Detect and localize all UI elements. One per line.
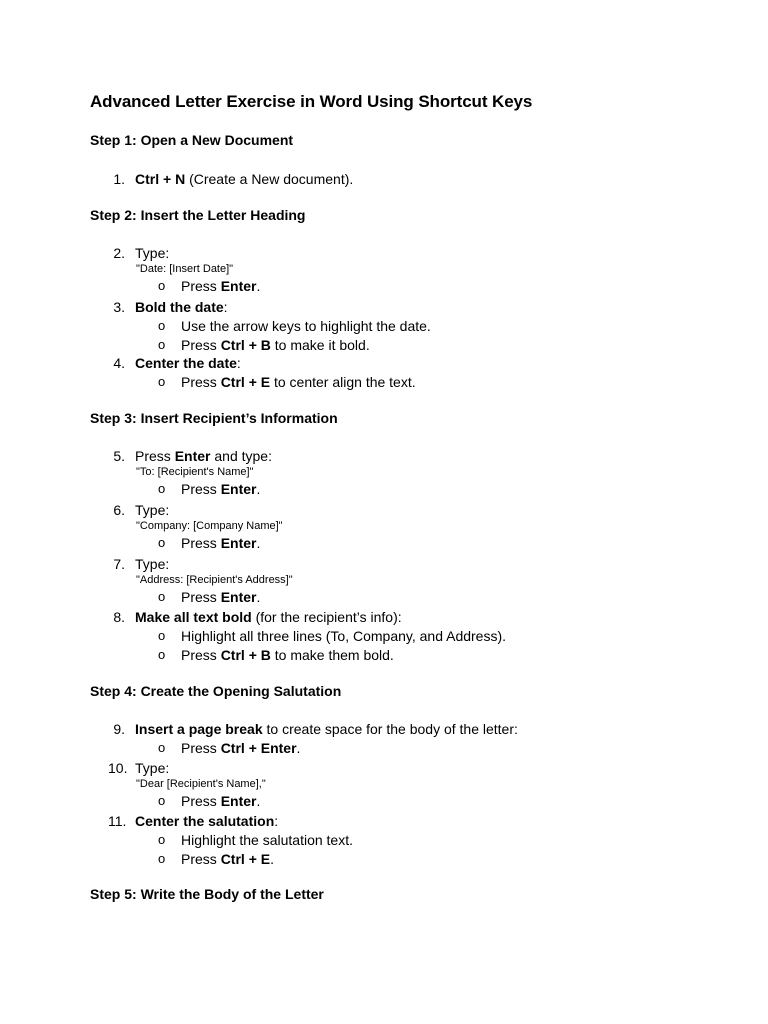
list-item: [135, 608, 402, 626]
list-item: [135, 298, 228, 316]
text-run: .: [270, 851, 274, 867]
list-item-number: 7.: [113, 556, 125, 572]
text-run: Highlight the salutation text.: [181, 832, 353, 848]
quoted-text: "Date: [Insert Date]": [136, 263, 234, 275]
bold-text: Make all text bold: [135, 609, 252, 625]
bullet-marker: o: [158, 278, 166, 293]
bold-text: Enter: [220, 278, 257, 294]
list-item-number: 1.: [113, 171, 125, 187]
list-item: [135, 170, 353, 188]
text-run: to make it bold.: [270, 337, 370, 353]
step-heading: Step 1: Open a New Document: [90, 132, 294, 148]
bullet-marker: o: [158, 589, 166, 604]
bold-text: Ctrl + E: [220, 374, 271, 390]
text-run: Press: [181, 589, 221, 605]
bullet-marker: o: [158, 535, 166, 550]
list-item-number: 8.: [113, 609, 125, 625]
bullet-item: [181, 277, 260, 295]
bullet-item: [181, 336, 370, 354]
step-heading: Step 2: Insert the Letter Heading: [90, 207, 306, 223]
bullet-marker: o: [158, 740, 166, 755]
bullet-item: [181, 480, 260, 498]
text-run: .: [256, 535, 261, 551]
bullet-item: [181, 534, 260, 552]
bold-text: Ctrl + E: [220, 851, 271, 867]
list-item: [135, 759, 169, 777]
text-run: Press: [181, 337, 221, 353]
text-run: Press: [135, 448, 175, 464]
quoted-text: "To: [Recipient's Name]": [136, 466, 254, 478]
bold-text: Center the date: [135, 355, 237, 371]
bold-text: Ctrl + N: [135, 171, 186, 187]
bold-text: Enter: [220, 535, 257, 551]
step-heading: Step 5: Write the Body of the Letter: [90, 886, 324, 902]
text-run: :: [223, 299, 228, 315]
text-run: .: [256, 481, 261, 497]
list-item: [135, 244, 169, 262]
bold-text: Center the salutation: [135, 813, 275, 829]
text-run: and type:: [210, 448, 272, 464]
list-item-number: 2.: [113, 245, 125, 261]
step-heading: Step 4: Create the Opening Salutation: [90, 683, 342, 699]
bold-text: Enter: [220, 793, 257, 809]
text-run: .: [256, 793, 261, 809]
list-item-number: 10.: [108, 760, 128, 776]
list-item: [135, 720, 518, 738]
quoted-text: "Address: [Recipient's Address]": [136, 574, 293, 586]
list-item-number: 9.: [113, 721, 125, 737]
bullet-marker: o: [158, 337, 166, 352]
list-item-number: 4.: [113, 355, 125, 371]
bullet-item: [181, 646, 394, 664]
bullet-item: [181, 831, 353, 849]
text-run: :: [274, 813, 279, 829]
list-item-number: 3.: [113, 299, 125, 315]
list-item: [135, 501, 169, 519]
text-run: Press: [181, 278, 221, 294]
text-run: .: [256, 589, 261, 605]
bullet-marker: o: [158, 793, 166, 808]
text-run: Type:: [135, 245, 170, 261]
list-item-number: 11.: [108, 813, 127, 829]
text-run: Type:: [135, 556, 170, 572]
text-run: Type:: [135, 502, 170, 518]
text-run: :: [236, 355, 241, 371]
text-run: (Create a New document).: [185, 171, 354, 187]
list-item: [135, 447, 272, 465]
step-heading: Step 3: Insert Recipient’s Information: [90, 410, 338, 426]
bold-text: Enter: [174, 448, 211, 464]
bullet-marker: o: [158, 832, 166, 847]
text-run: .: [256, 278, 261, 294]
bullet-item: [181, 792, 260, 810]
quoted-text: "Dear [Recipient's Name],": [136, 778, 266, 790]
bullet-item: [181, 317, 431, 335]
text-run: Press: [181, 740, 221, 756]
text-run: Type:: [135, 760, 170, 776]
bullet-marker: o: [158, 851, 166, 866]
bullet-marker: o: [158, 481, 166, 496]
list-item-number: 5.: [113, 448, 125, 464]
text-run: Press: [181, 793, 221, 809]
text-run: to create space for the body of the letter:: [262, 721, 518, 737]
bullet-item: [181, 373, 416, 391]
bullet-item: [181, 588, 260, 606]
bullet-item: [181, 850, 274, 868]
list-item: [135, 555, 169, 573]
bold-text: Ctrl + Enter: [220, 740, 297, 756]
page-title: Advanced Letter Exercise in Word Using Shortcut Keys: [90, 92, 533, 111]
bullet-marker: o: [158, 374, 166, 389]
bullet-marker: o: [158, 647, 166, 662]
bold-text: Ctrl + B: [220, 647, 271, 663]
text-run: Press: [181, 851, 221, 867]
text-run: to center align the text.: [270, 374, 416, 390]
bold-text: Insert a page break: [135, 721, 263, 737]
list-item: [135, 812, 278, 830]
text-run: Press: [181, 374, 221, 390]
bullet-marker: o: [158, 318, 166, 333]
text-run: Use the arrow keys to highlight the date.: [181, 318, 431, 334]
bold-text: Bold the date: [135, 299, 224, 315]
text-run: Press: [181, 647, 221, 663]
bold-text: Enter: [220, 481, 257, 497]
bullet-item: [181, 739, 300, 757]
bullet-item: [181, 627, 506, 645]
text-run: .: [296, 740, 301, 756]
text-run: (for the recipient’s info):: [251, 609, 402, 625]
text-run: Press: [181, 481, 221, 497]
quoted-text: "Company: [Company Name]": [136, 520, 283, 532]
bold-text: Enter: [220, 589, 257, 605]
text-run: Highlight all three lines (To, Company, and Address).: [181, 628, 507, 644]
bold-text: Ctrl + B: [220, 337, 271, 353]
bullet-marker: o: [158, 628, 166, 643]
list-item-number: 6.: [113, 502, 125, 518]
text-run: to make them bold.: [270, 647, 394, 663]
list-item: [135, 354, 241, 372]
text-run: Press: [181, 535, 221, 551]
